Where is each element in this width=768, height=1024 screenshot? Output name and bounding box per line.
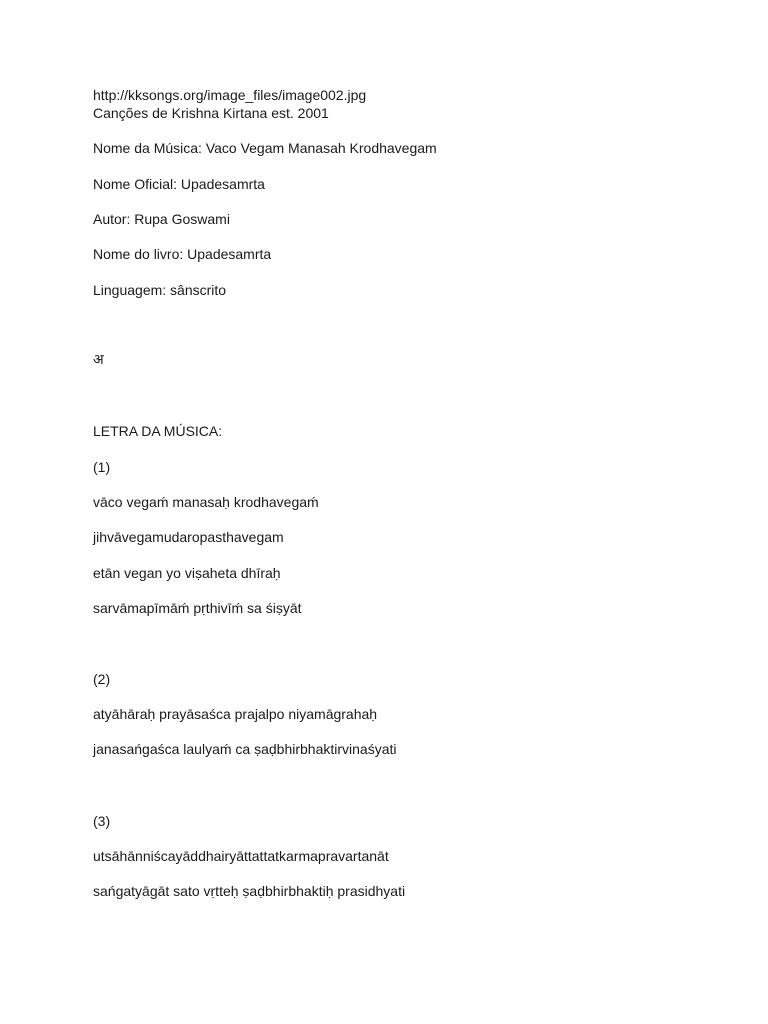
verse-line: janasańgaśca laulyaḿ ca ṣaḍbhirbhaktirvinaśyati	[93, 741, 397, 757]
verse-number: (2)	[93, 671, 111, 687]
verse-line: sarvāmapīmāḿ pṛthivīḿ sa śiṣyāt	[93, 600, 302, 616]
verse-line: vāco vegaḿ manasaḥ krodhavegaḿ	[93, 494, 319, 510]
verse-number: (1)	[93, 459, 111, 475]
language: Linguagem: sânscrito	[93, 282, 227, 298]
verse-number: (3)	[93, 813, 111, 829]
verse-line: jihvāvegamudaropasthavegam	[93, 529, 284, 545]
source-url: http://kksongs.org/image_files/image002.jpg	[93, 87, 367, 103]
verse-line: etān vegan yo viṣaheta dhīraḥ	[93, 565, 281, 581]
devanagari-glyph: अ	[93, 352, 104, 368]
site-name: Canções de Krishna Kirtana est. 2001	[93, 105, 329, 121]
lyrics-heading: LETRA DA MÚSICA:	[93, 423, 223, 439]
verse-line: utsāhānniścayāddhairyāttattatkarmapravartanāt	[93, 848, 389, 864]
official-name: Nome Oficial: Upadesamrta	[93, 176, 265, 192]
author: Autor: Rupa Goswami	[93, 211, 230, 227]
book-name: Nome do livro: Upadesamrta	[93, 246, 272, 262]
song-name: Nome da Música: Vaco Vegam Manasah Krodhavegam	[93, 140, 437, 156]
verse-line: atyāhāraḥ prayāsaśca prajalpo niyamāgrahaḥ	[93, 706, 378, 722]
verse-line: sańgatyāgāt sato vṛtteḥ ṣaḍbhirbhaktiḥ prasidhyati	[93, 883, 406, 899]
